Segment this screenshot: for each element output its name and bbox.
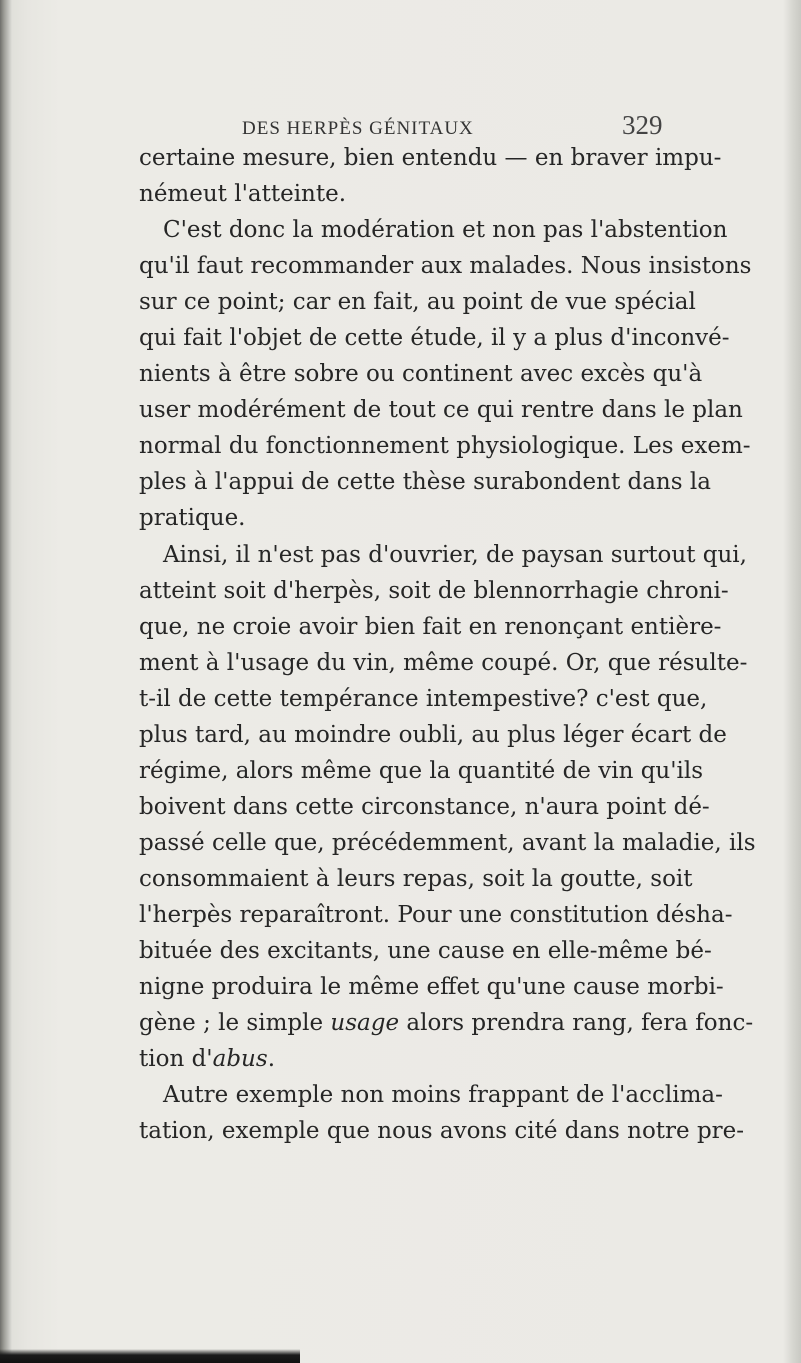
text-line: consommaient à leurs repas, soit la goutte, soit xyxy=(139,865,693,892)
text-fragment: . xyxy=(267,1046,275,1073)
text-line: boivent dans cette circonstance, n'aura point dé- xyxy=(139,793,710,820)
body-text xyxy=(139,140,756,1149)
page-header xyxy=(0,110,801,142)
page-number: 329 xyxy=(622,110,663,140)
page-left-binding-shadow xyxy=(0,0,12,1363)
text-line: user modérément de tout ce qui rentre dans le plan xyxy=(139,397,743,424)
text-line: régime, alors même que la quantité de vin qu'ils xyxy=(139,757,704,784)
page-bottom-shadow xyxy=(0,1349,300,1363)
running-head: DES HERPÈS GÉNITAUX xyxy=(242,118,474,139)
text-fragment: gène ; le simple xyxy=(139,1010,324,1037)
text-line: l'herpès reparaîtront. Pour une constitution désha- xyxy=(139,901,733,928)
page-right-edge xyxy=(783,0,801,1363)
text-line: sur ce point; car en fait, au point de vue spécial xyxy=(139,289,696,316)
text-line: tation, exemple que nous avons cité dans notre pre- xyxy=(139,1118,745,1145)
text-line: nients à être sobre ou continent avec excès qu'à xyxy=(139,361,703,388)
text-line: normal du fonctionnement physiologique. Les exem- xyxy=(139,433,751,460)
text-line: C'est donc la modération et non pas l'abstention xyxy=(163,217,728,244)
text-fragment: alors prendra rang, fera fonc- xyxy=(406,1010,754,1037)
text-line: plus tard, au moindre oubli, au plus léger écart de xyxy=(139,721,727,748)
italic-word: usage xyxy=(330,1010,400,1037)
text-line xyxy=(139,1005,754,1041)
text-line: pratique. xyxy=(139,505,246,532)
text-line: t-il de cette tempérance intempestive? c'est que, xyxy=(139,685,708,712)
text-line: atteint soit d'herpès, soit de blennorrhagie chroni- xyxy=(139,577,729,604)
text-line: passé celle que, précédemment, avant la maladie, ils xyxy=(139,829,756,856)
text-line: ples à l'appui de cette thèse surabondent dans la xyxy=(139,469,711,496)
text-line: qui fait l'objet de cette étude, il y a plus d'inconvé- xyxy=(139,325,730,352)
text-line: némeut l'atteinte. xyxy=(139,181,347,208)
text-line: certaine mesure, bien entendu — en braver impu- xyxy=(139,145,722,171)
text-line: que, ne croie avoir bien fait en renonçant entière- xyxy=(139,613,722,640)
text-fragment: tion d' xyxy=(139,1046,213,1073)
text-line: Autre exemple non moins frappant de l'acclima- xyxy=(163,1082,723,1109)
text-line: Ainsi, il n'est pas d'ouvrier, de paysan surtout qui, xyxy=(163,541,747,568)
text-line: qu'il faut recommander aux malades. Nous insistons xyxy=(139,253,752,280)
text-line: ment à l'usage du vin, même coupé. Or, que résulte- xyxy=(139,649,748,676)
text-line xyxy=(139,1041,680,1077)
italic-word: abus xyxy=(212,1046,268,1073)
text-line: nigne produira le même effet qu'une cause morbi- xyxy=(139,974,724,1001)
text-line: bituée des excitants, une cause en elle-même bé- xyxy=(139,938,712,965)
